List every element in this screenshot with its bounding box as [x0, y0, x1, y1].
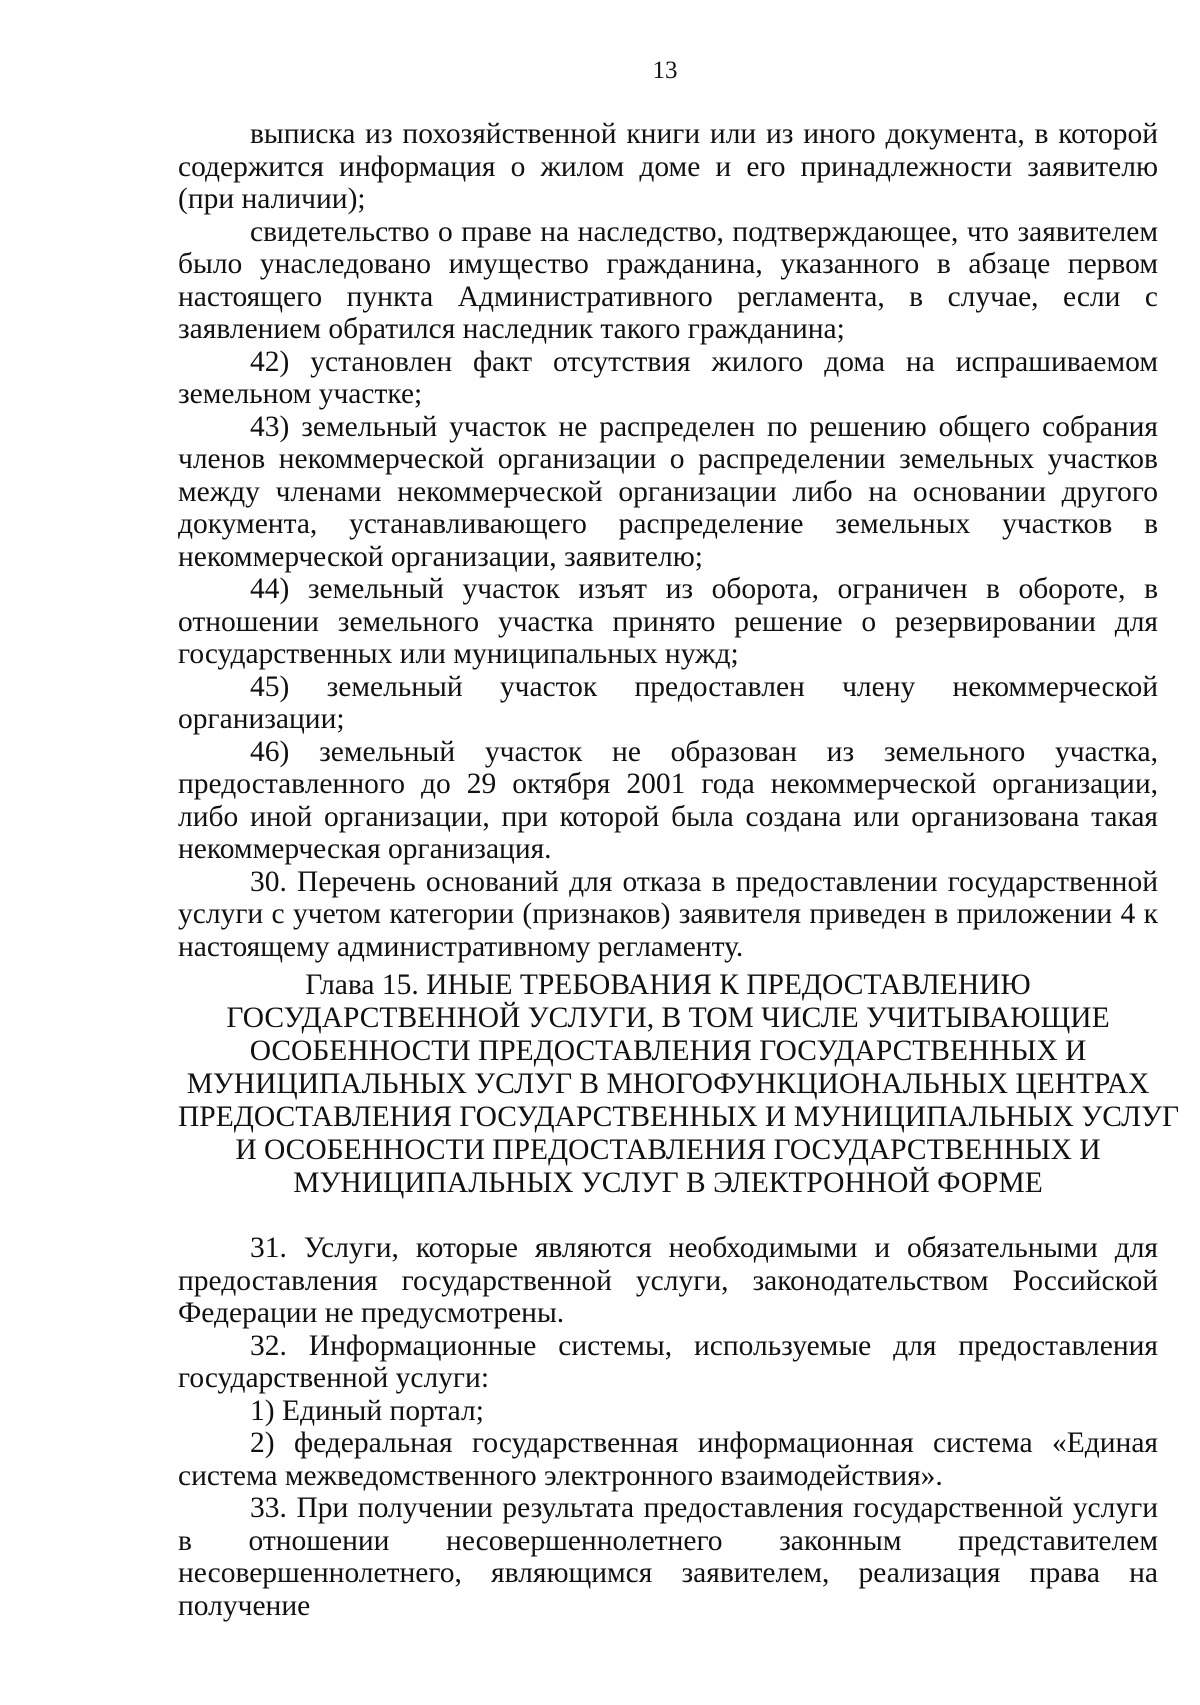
chapter-heading-line: И ОСОБЕННОСТИ ПРЕДОСТАВЛЕНИЯ ГОСУДАРСТВЕННЫХ И [235, 1134, 1101, 1166]
chapter-heading-line: МУНИЦИПАЛЬНЫХ УСЛУГ В МНОГОФУНКЦИОНАЛЬНЫХ ЦЕНТРАХ [186, 1068, 1150, 1100]
body-text-bottom [178, 1232, 1158, 1622]
chapter-heading-line: Глава 15. ИНЫЕ ТРЕБОВАНИЯ К ПРЕДОСТАВЛЕНИЮ [305, 969, 1031, 1001]
paragraph: 43) земельный участок не распределен по решению общего собрания членов некоммерческой организации о распределении земельных участков между членами некоммерческой организации либо на основании другого документа, устанавливающего распределение земельных участков в некоммерческой организации, заявителю; [178, 410, 1158, 573]
paragraph: выписка из похозяйственной книги или из иного документа, в которой содержится информация о жилом доме и его принадлежности заявителю (при наличии); [178, 118, 1158, 215]
paragraph: 45) земельный участок предоставлен члену некоммерческой организации; [178, 670, 1158, 735]
page-number: 13 [652, 57, 678, 84]
body-text-top [178, 118, 1158, 963]
paragraph: 2) федеральная государственная информационная система «Единая система межведомственного электронного взаимодействия». [178, 1427, 1158, 1492]
chapter-heading [178, 969, 1180, 1200]
paragraph: свидетельство о праве на наследство, подтверждающее, что заявителем было унаследовано имущество гражданина, указанного в абзаце первом настоящего пункта Административного регламента, в случае, если с заявлением обратился наследник такого гражданина; [178, 215, 1158, 345]
chapter-heading-line: ПРЕДОСТАВЛЕНИЯ ГОСУДАРСТВЕННЫХ И МУНИЦИПАЛЬНЫХ УСЛУГ [178, 1101, 1180, 1133]
paragraph: 1) Единый портал; [250, 1394, 484, 1427]
paragraph: 42) установлен факт отсутствия жилого дома на испрашиваемом земельном участке; [178, 345, 1158, 410]
paragraph: 46) земельный участок не образован из земельного участка, предоставленного до 29 октября 2001 года некоммерческой организации, либо иной организации, при которой была создана или организована такая некоммерческая организация. [178, 735, 1158, 865]
paragraph: 33. При получении результата предоставления государственной услуги в отношении несовершеннолетнего законным представителем несовершеннолетнего, являющимся заявителем, реализация права на получение [178, 1492, 1158, 1622]
paragraph: 31. Услуги, которые являются необходимыми и обязательными для предоставления государственной услуги, законодательством Российской Федерации не предусмотрены. [178, 1232, 1158, 1329]
chapter-heading-line: ГОСУДАРСТВЕННОЙ УСЛУГИ, В ТОМ ЧИСЛЕ УЧИТЫВАЮЩИЕ [226, 1002, 1110, 1034]
paragraph: 32. Информационные системы, используемые для предоставления государственной услуги: [178, 1329, 1158, 1394]
paragraph: 44) земельный участок изъят из оборота, ограничен в обороте, в отношении земельного участка принято решение о резервировании для государственных или муниципальных нужд; [178, 573, 1158, 670]
chapter-heading-line: ОСОБЕННОСТИ ПРЕДОСТАВЛЕНИЯ ГОСУДАРСТВЕННЫХ И [249, 1035, 1087, 1067]
paragraph: 30. Перечень оснований для отказа в предоставлении государственной услуги с учетом категории (признаков) заявителя приведен в приложении 4 к настоящему административному регламенту. [178, 865, 1158, 963]
chapter-heading-line: МУНИЦИПАЛЬНЫХ УСЛУГ В ЭЛЕКТРОННОЙ ФОРМЕ [293, 1167, 1043, 1199]
